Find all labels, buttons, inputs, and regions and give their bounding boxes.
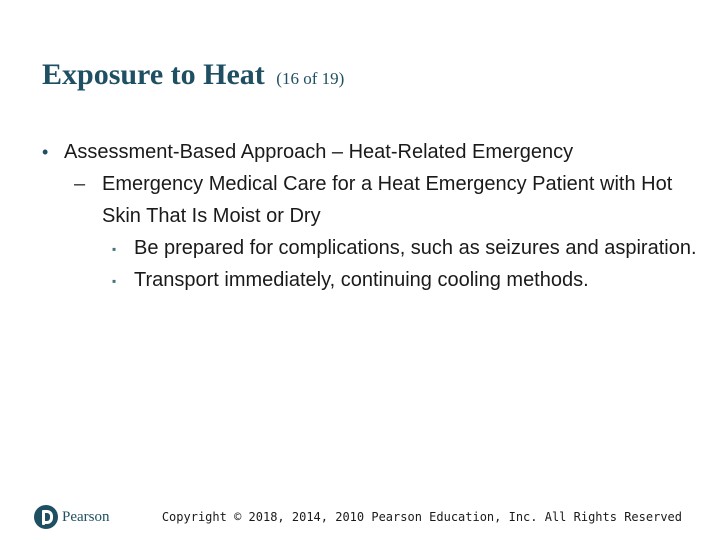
slide-title	[42, 58, 344, 92]
bullet-dash-icon: –	[74, 173, 86, 195]
bullet-square-icon: ▪	[112, 274, 117, 288]
pearson-logo	[34, 504, 110, 530]
pearson-p-icon	[34, 505, 58, 529]
slide-body	[42, 136, 702, 296]
slide-footer	[0, 496, 720, 536]
bullet-level-2	[42, 168, 702, 232]
pearson-logo-text: Pearson	[62, 508, 110, 525]
bullet-dot-icon: •	[42, 142, 49, 162]
copyright-notice: Copyright © 2018, 2014, 2010 Pearson Education, Inc. All Rights Reserved	[161, 510, 682, 524]
bullet-level-1	[42, 136, 702, 168]
bullet-text: Assessment-Based Approach – Heat-Related Emergency	[64, 141, 574, 163]
bullet-level-3	[42, 232, 702, 264]
slide-title-counter: (16 of 19)	[276, 69, 345, 88]
bullet-text: Be prepared for complications, such as seizures and aspiration.	[134, 237, 697, 259]
bullet-level-3	[42, 264, 702, 296]
bullet-square-icon: ▪	[112, 242, 117, 256]
bullet-text: Transport immediately, continuing cooling methods.	[134, 269, 589, 291]
slide-title-main: Exposure to Heat	[42, 58, 265, 91]
bullet-text: Emergency Medical Care for a Heat Emergency Patient with Hot Skin That Is Moist or Dry	[102, 173, 673, 227]
